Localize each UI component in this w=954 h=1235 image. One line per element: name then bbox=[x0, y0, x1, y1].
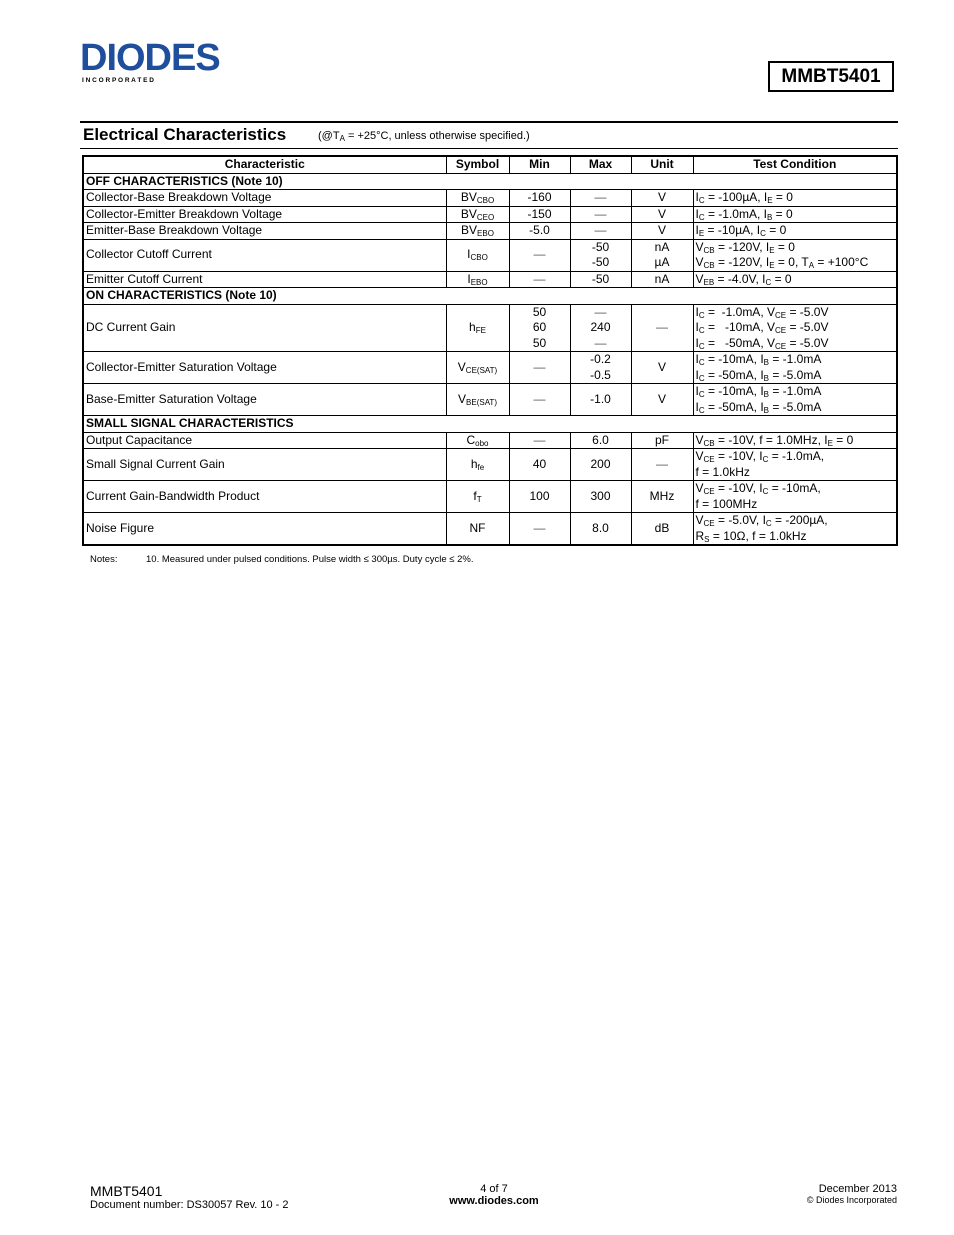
footer-part: MMBT5401 bbox=[90, 1183, 163, 1199]
table-row: Noise Figure NF — 8.0 dB $V_{CE} = -5.0V$, $I_C = -200\mu A$, $R_S = 10\Omega$, f = 1.0kHz bbox=[83, 513, 897, 546]
header-test-condition: Test Condition bbox=[693, 156, 897, 173]
table-row: Emitter Cutoff Current $I_{EBO}$ — -50 nA $V_{EB} = -4.0V$, $I_C = 0$ bbox=[83, 271, 897, 288]
footer-right bbox=[807, 1183, 897, 1205]
table-row: Current Gain-Bandwidth Product $f_T$ 100 300 MHz $V_{CE} = -10V$, $I_C = -10mA$, f = 100MHz bbox=[83, 481, 897, 513]
group-row-off: OFF CHARACTERISTICS (Note 10) bbox=[83, 173, 897, 190]
notes-label: Notes: bbox=[90, 554, 118, 565]
table-row: Small Signal Current Gain $h_{fe}$ 40 200 — $V_{CE} = -10V$, $I_C = -1.0mA$, f = 1.0kHz bbox=[83, 449, 897, 481]
notes bbox=[90, 554, 473, 565]
section-top-rule bbox=[80, 121, 898, 123]
footer-docnum: Document number: DS30057 Rev. 10 - 2 bbox=[90, 1199, 289, 1211]
logo-subtext: I N C O R P O R A T E D bbox=[82, 77, 154, 84]
header-symbol: Symbol bbox=[446, 156, 509, 173]
section-condition: ($@T_A = +25^\circ C$, unless otherwise specified.) bbox=[318, 130, 530, 143]
diodes-logo bbox=[80, 40, 248, 84]
group-row-small-signal: SMALL SIGNAL CHARACTERISTICS bbox=[83, 416, 897, 433]
table-row: DC Current Gain $h_{FE}$ 50 60 50 — 240 — — $I_C = -1.0mA$, $V_{CE} = -5.0V$ $I_C = -10mA$, $V_{CE} = -5.0V$ $I_C = -50mA$, $V_{CE} = -5.0V$ bbox=[83, 304, 897, 352]
header-unit: Unit bbox=[631, 156, 693, 173]
table-row: Collector-Emitter Breakdown Voltage $BV_{CEO}$ -150 — V $I_C = -1.0mA$, $I_B = 0$ bbox=[83, 206, 897, 223]
header-max: Max bbox=[570, 156, 631, 173]
table-row: Emitter-Base Breakdown Voltage $BV_{EBO}$ -5.0 — V $I_E = -10\mu A$, $I_C = 0$ bbox=[83, 223, 897, 240]
table-row: Collector-Emitter Saturation Voltage $V_{CE(SAT)}$ — -0.2 -0.5 V $I_C = -10mA$, $I_B = -1.0mA$ $I_C = -50mA$, $I_B = -5.0mA$ bbox=[83, 352, 897, 384]
logo-text: DIODES bbox=[80, 40, 220, 79]
electrical-characteristics-table bbox=[82, 155, 898, 546]
footer-copyright: © Diodes Incorporated bbox=[806, 1195, 897, 1205]
part-number-box: MMBT5401 bbox=[768, 61, 894, 92]
table-row: Collector-Base Breakdown Voltage $BV_{CBO}$ -160 — V $I_C = -100\mu A$, $I_E = 0$ bbox=[83, 190, 897, 207]
section-title: Electrical Characteristics bbox=[83, 125, 287, 144]
table-row: Output Capacitance $C_{obo}$ — 6.0 pF $V_{CB} = -10V$, f = 1.0MHz, $I_E = 0$ bbox=[83, 432, 897, 449]
header-characteristic: Characteristic bbox=[83, 156, 446, 173]
group-row-on: ON CHARACTERISTICS (Note 10) bbox=[83, 288, 897, 305]
section-bottom-rule bbox=[80, 148, 898, 149]
table-header-row bbox=[83, 156, 897, 173]
footer-page: 4 of 7 bbox=[480, 1183, 508, 1195]
header-min: Min bbox=[509, 156, 570, 173]
footer-url[interactable]: www.diodes.com bbox=[449, 1195, 539, 1207]
table-row: Collector Cutoff Current $I_{CBO}$ — -50 -50 nA µA $V_{CB} = -120V$, $I_E = 0$ $V_{CB} = -120V$, $I_E = 0$, $T_A = +100^\circ C$ bbox=[83, 239, 897, 271]
footer-date: December 2013 bbox=[818, 1183, 897, 1195]
note-10: 10. Measured under pulsed conditions. Pulse width ≤ 300µs. Duty cycle ≤ 2%. bbox=[146, 554, 474, 565]
table-row: Base-Emitter Saturation Voltage $V_{BE(SAT)}$ — -1.0 V $I_C = -10mA$, $I_B = -1.0mA$ $I_C = -50mA$, $I_B = -5.0mA$ bbox=[83, 384, 897, 416]
